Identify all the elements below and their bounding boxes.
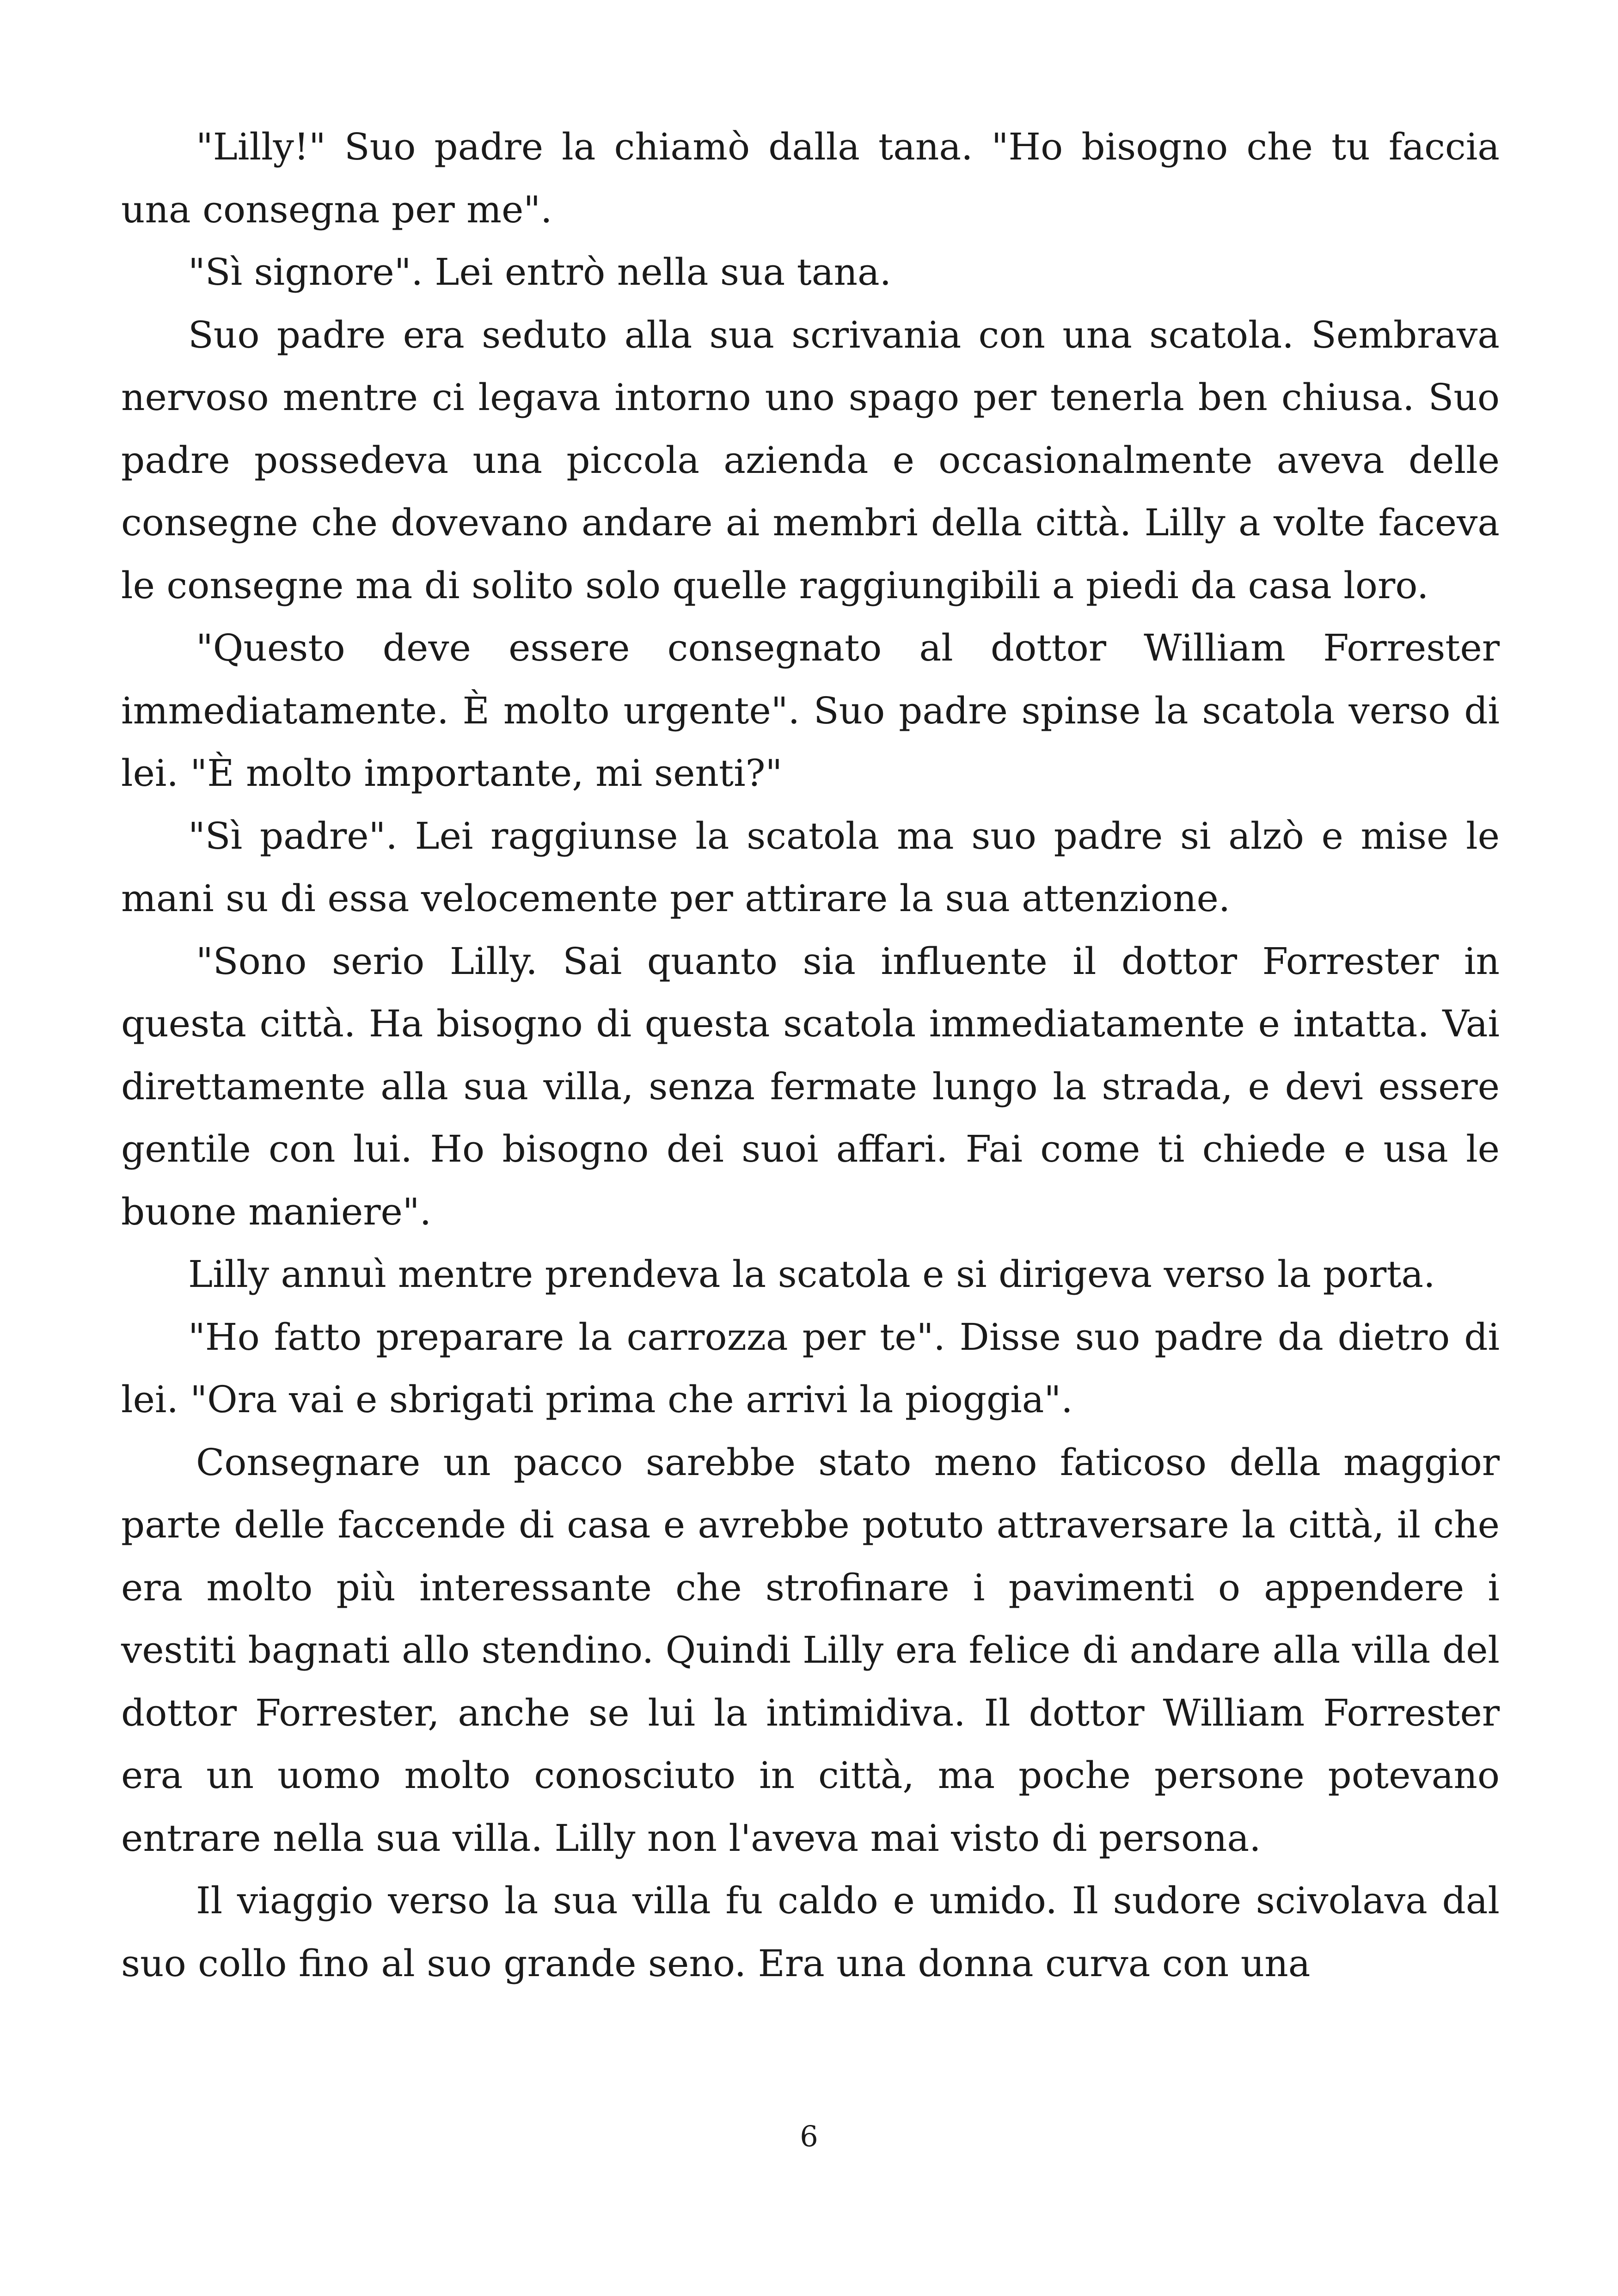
paragraph: "Sì padre". Lei raggiunse la scatola ma suo padre si alzò e mise le mani su di essa velocemente per attirare la sua attenzione. <box>121 814 1500 920</box>
paragraph: "Sì signore". Lei entrò nella sua tana. <box>188 251 892 294</box>
body-text <box>121 116 1500 1995</box>
paragraph: "Sono serio Lilly. Sai quanto sia influente il dottor Forrester in questa città. Ha bisogno di questa scatola immediatamente e intatta. Vai direttamente alla sua villa, senza fermate lungo la strada, e devi essere gentile con lui. Ho bisogno dei suoi affari. Fai come ti chiede e usa le buone maniere". <box>121 939 1500 1233</box>
paragraph: Il viaggio verso la sua villa fu caldo e umido. Il sudore scivolava dal suo collo fino al suo grande seno. Era una donna curva con una <box>121 1879 1500 1985</box>
paragraph: Lilly annuì mentre prendeva la scatola e si dirigeva verso la porta. <box>188 1253 1435 1296</box>
paragraph: "Ho fatto preparare la carrozza per te". Disse suo padre da dietro di lei. "Ora vai e sbrigati prima che arrivi la pioggia". <box>121 1315 1500 1421</box>
paragraph: Suo padre era seduto alla sua scrivania con una scatola. Sembrava nervoso mentre ci legava intorno uno spago per tenerla ben chiusa. Suo padre possedeva una piccola azienda e occasionalmente aveva delle consegne che dovevano andare ai membri della città. Lilly a volte faceva le consegne ma di solito solo quelle raggiungibili a piedi da casa loro. <box>121 313 1500 607</box>
paragraph: "Questo deve essere consegnato al dottor William Forrester immediatamente. È molto urgente". Suo padre spinse la scatola verso di lei. "È molto importante, mi senti?" <box>121 626 1500 795</box>
paragraph: "Lilly!" Suo padre la chiamò dalla tana. "Ho bisogno che tu faccia una consegna per me". <box>121 125 1500 231</box>
paragraph: Consegnare un pacco sarebbe stato meno faticoso della maggior parte delle faccende di casa e avrebbe potuto attraversare la città, il che era molto più interessante che strofinare i pavimenti o appendere i vestiti bagnati allo stendino. Quindi Lilly era felice di andare alla villa del dottor Forrester, anche se lui la intimidiva. Il dottor William Forrester era un uomo molto conosciuto in città, ma poche persone potevano entrare nella sua villa. Lilly non l'aveva mai visto di persona. <box>121 1440 1500 1860</box>
page-number: 6 <box>800 2119 818 2153</box>
